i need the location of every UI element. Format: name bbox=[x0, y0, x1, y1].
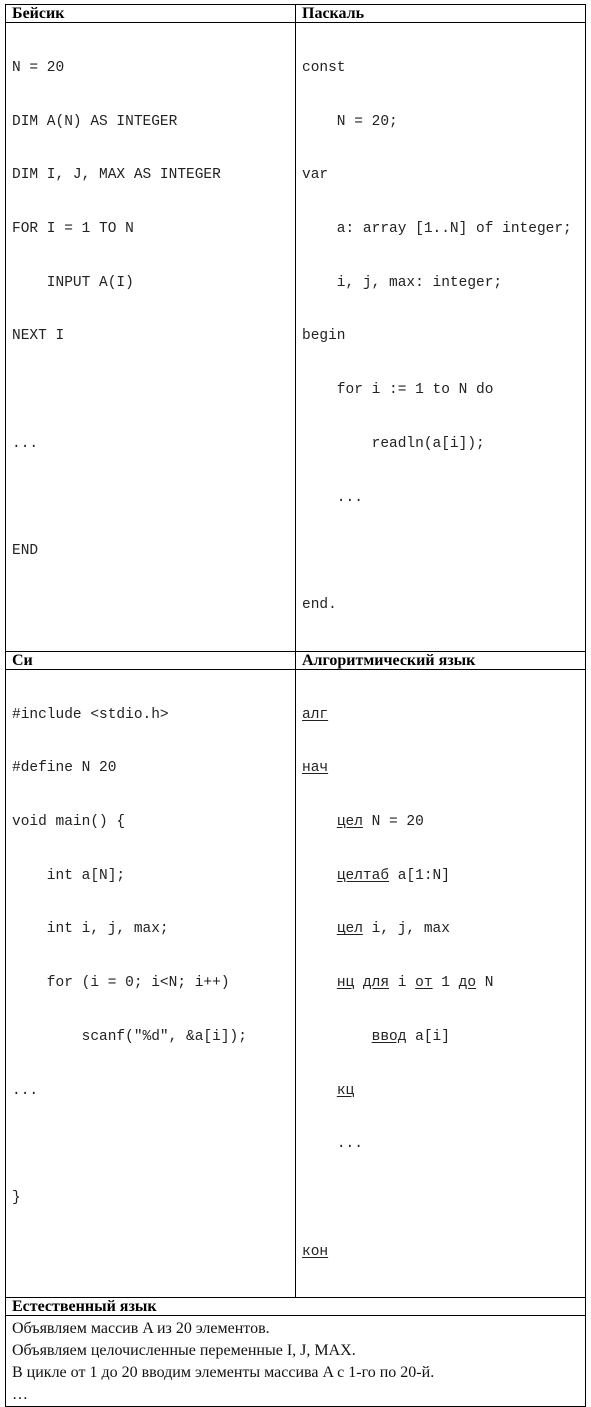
alg-line bbox=[302, 975, 585, 993]
keyword-ot: от bbox=[415, 975, 433, 992]
c-code bbox=[12, 670, 295, 1244]
basic-line: N = 20 bbox=[12, 59, 65, 76]
c-header: Си bbox=[6, 651, 296, 669]
basic-line: DIM I, J, MAX AS INTEGER bbox=[12, 167, 221, 184]
pascal-code bbox=[302, 23, 585, 651]
alg-line bbox=[302, 1190, 585, 1208]
alg-text: 1 bbox=[432, 975, 459, 992]
alg-text: a[1:N] bbox=[389, 867, 450, 884]
alg-line bbox=[302, 1029, 585, 1047]
alg-text: ... bbox=[336, 1136, 363, 1153]
basic-line: END bbox=[12, 543, 39, 560]
c-line: void main() { bbox=[12, 813, 126, 830]
alg-text: i, j, max bbox=[362, 921, 450, 938]
keyword-nach: нач bbox=[302, 760, 329, 777]
keyword-do: до bbox=[458, 975, 477, 992]
alg-line bbox=[302, 760, 585, 778]
pascal-header: Паскаль bbox=[296, 5, 586, 23]
c-code-cell bbox=[6, 669, 296, 1298]
algorithmic-code bbox=[302, 670, 585, 1298]
natural-line: … bbox=[12, 1386, 28, 1404]
alg-line bbox=[302, 868, 585, 886]
basic-line bbox=[12, 382, 295, 400]
code-comparison-table bbox=[5, 4, 586, 1407]
pascal-line: ... bbox=[302, 489, 363, 506]
c-line: #define N 20 bbox=[12, 760, 117, 777]
keyword-vvod: ввод bbox=[371, 1028, 407, 1045]
pascal-line: a: array [1..N] of integer; bbox=[302, 220, 572, 237]
keyword-kon: кон bbox=[302, 1243, 329, 1260]
basic-line: NEXT I bbox=[12, 328, 65, 345]
keyword-cel: цел bbox=[336, 921, 363, 938]
pascal-line bbox=[302, 543, 585, 561]
alg-text: N = 20 bbox=[362, 813, 424, 830]
algorithmic-header: Алгоритмический язык bbox=[296, 651, 586, 669]
c-line: } bbox=[12, 1190, 21, 1206]
alg-line bbox=[302, 814, 585, 832]
keyword-celtab: целтаб bbox=[336, 867, 390, 884]
pascal-line: i, j, max: integer; bbox=[302, 274, 503, 291]
keyword-cel: цел bbox=[336, 813, 363, 830]
c-line bbox=[12, 1136, 295, 1154]
alg-text: a[i] bbox=[406, 1028, 450, 1045]
basic-line: INPUT A(I) bbox=[12, 274, 134, 291]
alg-line bbox=[302, 707, 585, 725]
pascal-line: end. bbox=[302, 597, 337, 613]
c-line: for (i = 0; i<N; i++) bbox=[12, 975, 230, 992]
keyword-alg: алг bbox=[302, 706, 329, 723]
natural-line: В цикле от 1 до 20 вводим элементы массива A с 1-го по 20-й. bbox=[12, 1364, 435, 1382]
basic-code-cell bbox=[6, 23, 296, 652]
keyword-kc: кц bbox=[336, 1082, 355, 1099]
alg-text: i bbox=[389, 975, 416, 992]
natural-line: Объявляем массив A из 20 элементов. bbox=[12, 1320, 270, 1338]
keyword-dlya: для bbox=[362, 975, 390, 992]
c-line: int i, j, max; bbox=[12, 921, 169, 938]
pascal-line: readln(a[i]); bbox=[302, 435, 485, 452]
natural-header: Естественный язык bbox=[6, 1298, 586, 1316]
natural-text bbox=[12, 1316, 585, 1406]
pascal-line: var bbox=[302, 167, 329, 184]
c-line: scanf("%d", &a[i]); bbox=[12, 1028, 247, 1045]
basic-line: FOR I = 1 TO N bbox=[12, 220, 134, 237]
alg-text: N bbox=[476, 975, 494, 992]
natural-line: Объявляем целочисленные переменные I, J, MAX. bbox=[12, 1342, 356, 1360]
basic-code bbox=[12, 23, 295, 597]
basic-header: Бейсик bbox=[6, 5, 296, 23]
alg-line bbox=[302, 921, 585, 939]
algorithmic-code-cell bbox=[296, 669, 586, 1298]
c-line: ... bbox=[12, 1082, 39, 1099]
pascal-line: N = 20; bbox=[302, 113, 398, 130]
pascal-line: const bbox=[302, 59, 346, 76]
natural-text-cell bbox=[6, 1316, 586, 1407]
c-line: #include <stdio.h> bbox=[12, 706, 169, 723]
pascal-line: for i := 1 to N do bbox=[302, 382, 494, 399]
pascal-code-cell bbox=[296, 23, 586, 652]
c-line: int a[N]; bbox=[12, 867, 126, 884]
alg-line bbox=[302, 1136, 585, 1154]
basic-line bbox=[12, 490, 295, 508]
alg-line bbox=[302, 1244, 585, 1262]
basic-line: DIM A(N) AS INTEGER bbox=[12, 113, 178, 130]
alg-line bbox=[302, 1083, 585, 1101]
pascal-line: begin bbox=[302, 328, 346, 345]
keyword-nc: нц bbox=[336, 975, 355, 992]
basic-line: ... bbox=[12, 435, 39, 452]
